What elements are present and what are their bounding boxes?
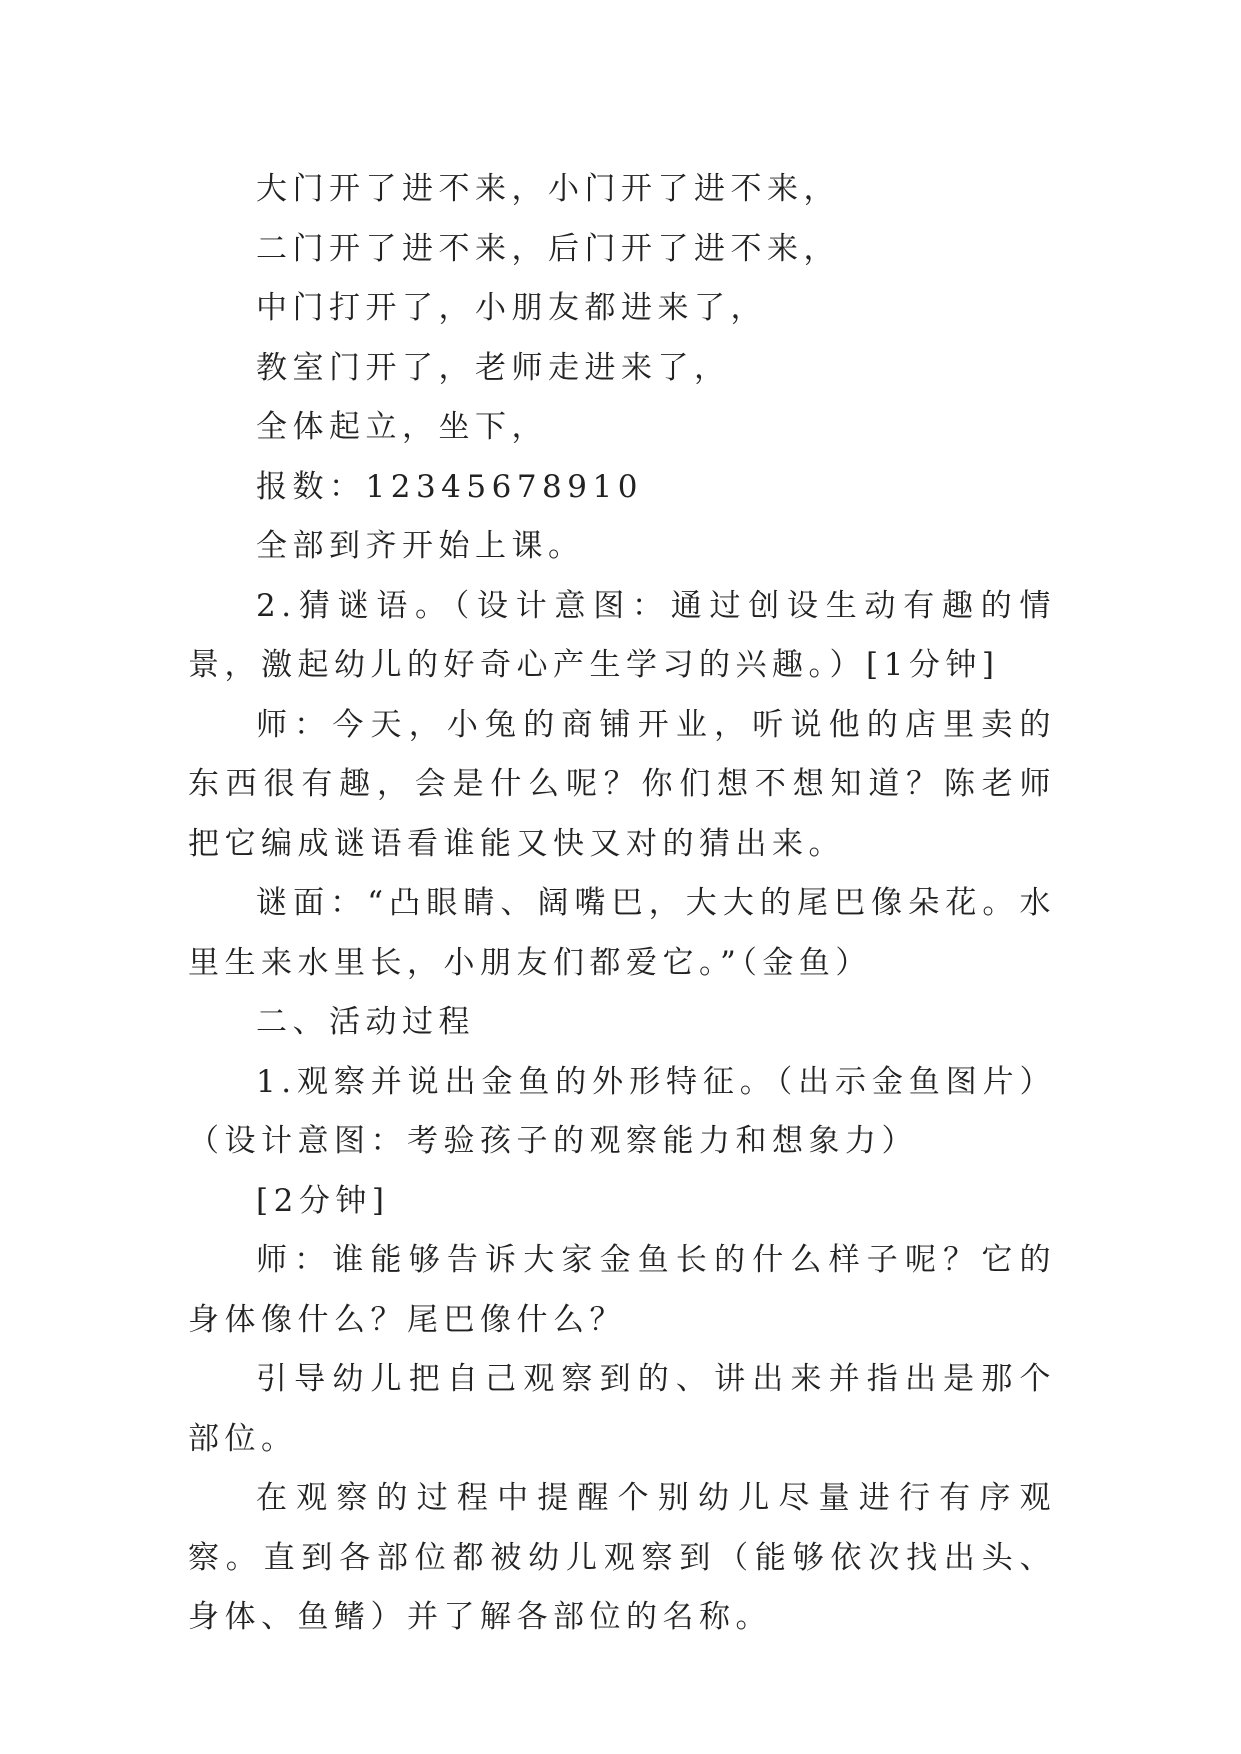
teacher-question-paragraph: 师：谁能够告诉大家金鱼长的什么样子呢？它的身体像什么？尾巴像什么？ xyxy=(188,1242,1056,1338)
rhyme-line-5: 全体起立，坐下， xyxy=(256,409,548,445)
riddle-step-paragraph: 2.猜谜语。（设计意图：通过创设生动有趣的情景，激起幼儿的好奇心产生学习的兴趣。）[1分钟] xyxy=(188,587,1056,683)
document-body xyxy=(188,160,1056,1648)
teacher-intro-paragraph: 师：今天，小兔的商铺开业，听说他的店里卖的东西很有趣，会是什么呢？你们想不想知道？陈老师把它编成谜语看谁能又快又对的猜出来。 xyxy=(188,706,1056,862)
rhyme-line-3: 中门打开了，小朋友都进来了， xyxy=(256,290,767,326)
duration-note: [2分钟] xyxy=(256,1182,390,1219)
rhyme-line-2: 二门开了进不来，后门开了进不来， xyxy=(256,230,840,267)
observe-step-paragraph: 1.观察并说出金鱼的外形特征。（出示金鱼图片）（设计意图：考验孩子的观察能力和想象力） xyxy=(188,1063,1056,1159)
rhyme-line-4: 教室门开了，老师走进来了， xyxy=(256,349,731,386)
rhyme-line-7: 全部到齐开始上课。 xyxy=(256,528,585,564)
guidance-paragraph: 引导幼儿把自己观察到的、讲出来并指出是那个部位。 xyxy=(188,1361,1056,1457)
section-heading: 二、活动过程 xyxy=(256,1004,475,1040)
riddle-text-paragraph: 谜面：“凸眼睛、阔嘴巴，大大的尾巴像朵花。水里生来水里长，小朋友们都爱它。”（金鱼） xyxy=(188,885,1056,981)
rhyme-line-6: 报数：12345678910 xyxy=(256,468,643,505)
observation-paragraph: 在观察的过程中提醒个别幼儿尽量进行有序观察。直到各部位都被幼儿观察到（能够依次找出头、身体、鱼鳍）并了解各部位的名称。 xyxy=(188,1480,1056,1635)
rhyme-line-1: 大门开了进不来，小门开了进不来， xyxy=(256,171,840,207)
